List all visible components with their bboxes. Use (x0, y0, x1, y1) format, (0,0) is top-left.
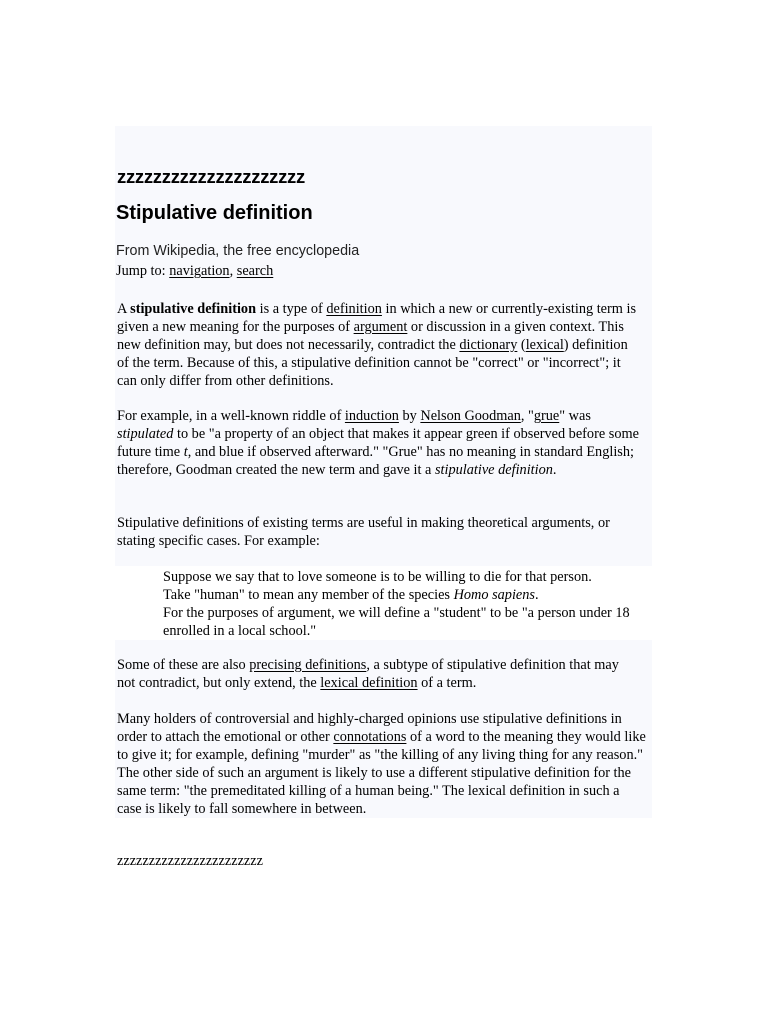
p2-text-5: , and blue if observed afterward." "Grue" has no meaning in standard English; therefore, Goodman created the new term and gave it a (117, 444, 634, 478)
argument-link[interactable]: argument (353, 319, 408, 335)
homo-sapiens-italic: Homo sapiens (453, 587, 535, 603)
p1-text-4: ( (517, 337, 526, 353)
example-quotes (163, 568, 653, 640)
p2-text-0: For example, in a well-known riddle of (117, 408, 345, 424)
paragraph-usefulness: Stipulative definitions of existing terms are useful in making theoretical arguments, or stating specific cases. For example: (117, 515, 610, 549)
paragraph-precising (117, 656, 637, 692)
p2-text-3: " was (559, 408, 591, 424)
stipulated-italic: stipulated (117, 426, 174, 442)
quote-human (163, 586, 653, 604)
jump-prefix: Jump to: (116, 263, 170, 279)
stipulative-definition-italic: stipulative definition (434, 462, 553, 478)
p2-text-1: by (398, 408, 421, 424)
footer-z-text: zzzzzzzzzzzzzzzzzzzzzzz (117, 853, 263, 869)
p5-text-1: of a word to the meaning they would like to give it; for example, defining "murder" as "the killing of any living thing for any reason." The other side of such an argument is likely to use a different stipulative definition for the same term: "the premeditated killing of a human being." The lexical definition in such a case is likely to fall somewhere in between. (117, 729, 646, 817)
p5-text-0: Many holders of controversial and highly-charged opinions use stipulative definitions in order to attach the emotional or other (117, 711, 622, 745)
nelson-goodman-link[interactable]: Nelson Goodman (420, 408, 521, 424)
quote-student: For the purposes of argument, we will define a "student" to be "a person under 18 enrolled in a local school." (163, 605, 630, 639)
quote-human-text: Take "human" to mean any member of the species (163, 587, 454, 603)
jump-links (116, 263, 273, 280)
p4-text-0: Some of these are also (117, 657, 250, 673)
precising-definitions-link[interactable]: precising definitions (249, 657, 367, 673)
time-variable-italic: t (183, 444, 188, 460)
p2-text-4: to be "a property of an object that makes it appear green if observed before some future time (117, 426, 639, 460)
p4-text-2: of a term. (417, 675, 477, 691)
jump-separator: , (229, 263, 237, 279)
p2-text-6: . (552, 462, 557, 478)
lexical-link[interactable]: lexical (525, 337, 564, 353)
paragraph-intro (117, 300, 637, 390)
search-link[interactable]: search (236, 263, 274, 279)
header-z-text: zzzzzzzzzzzzzzzzzzzzz (117, 166, 305, 187)
p4-text-1: , a subtype of stipulative definition that may not contradict, but only extend, the (117, 657, 619, 691)
page-title: Stipulative definition (116, 202, 313, 224)
term-bold: stipulative definition (130, 301, 257, 317)
paragraph-controversial (117, 710, 647, 818)
navigation-link[interactable]: navigation (169, 263, 230, 279)
quote-human-end: . (534, 587, 539, 603)
p1-text-3: or discussion in a given context. This new definition may, but does not necessarily, contradict the (117, 319, 624, 353)
p1-text-2: in which a new or currently-existing term is given a new meaning for the purposes of (117, 301, 637, 335)
connotations-link[interactable]: connotations (333, 729, 407, 745)
lexical-definition-link[interactable]: lexical definition (320, 675, 418, 691)
induction-link[interactable]: induction (344, 408, 399, 424)
p2-text-2: , " (520, 408, 534, 424)
p1-text-5: ) definition of the term. Because of this, a stipulative definition cannot be "correct" or "incorrect"; it can only differ from other definitions. (117, 337, 628, 389)
source-line: From Wikipedia, the free encyclopedia (116, 243, 360, 259)
p1-text-0: A (117, 301, 131, 317)
paragraph-example (117, 407, 642, 479)
grue-link[interactable]: grue (533, 408, 560, 424)
dictionary-link[interactable]: dictionary (459, 337, 518, 353)
p1-text-1: is a type of (256, 301, 327, 317)
definition-link[interactable]: definition (326, 301, 382, 317)
quote-love: Suppose we say that to love someone is to be willing to die for that person. (163, 569, 592, 585)
